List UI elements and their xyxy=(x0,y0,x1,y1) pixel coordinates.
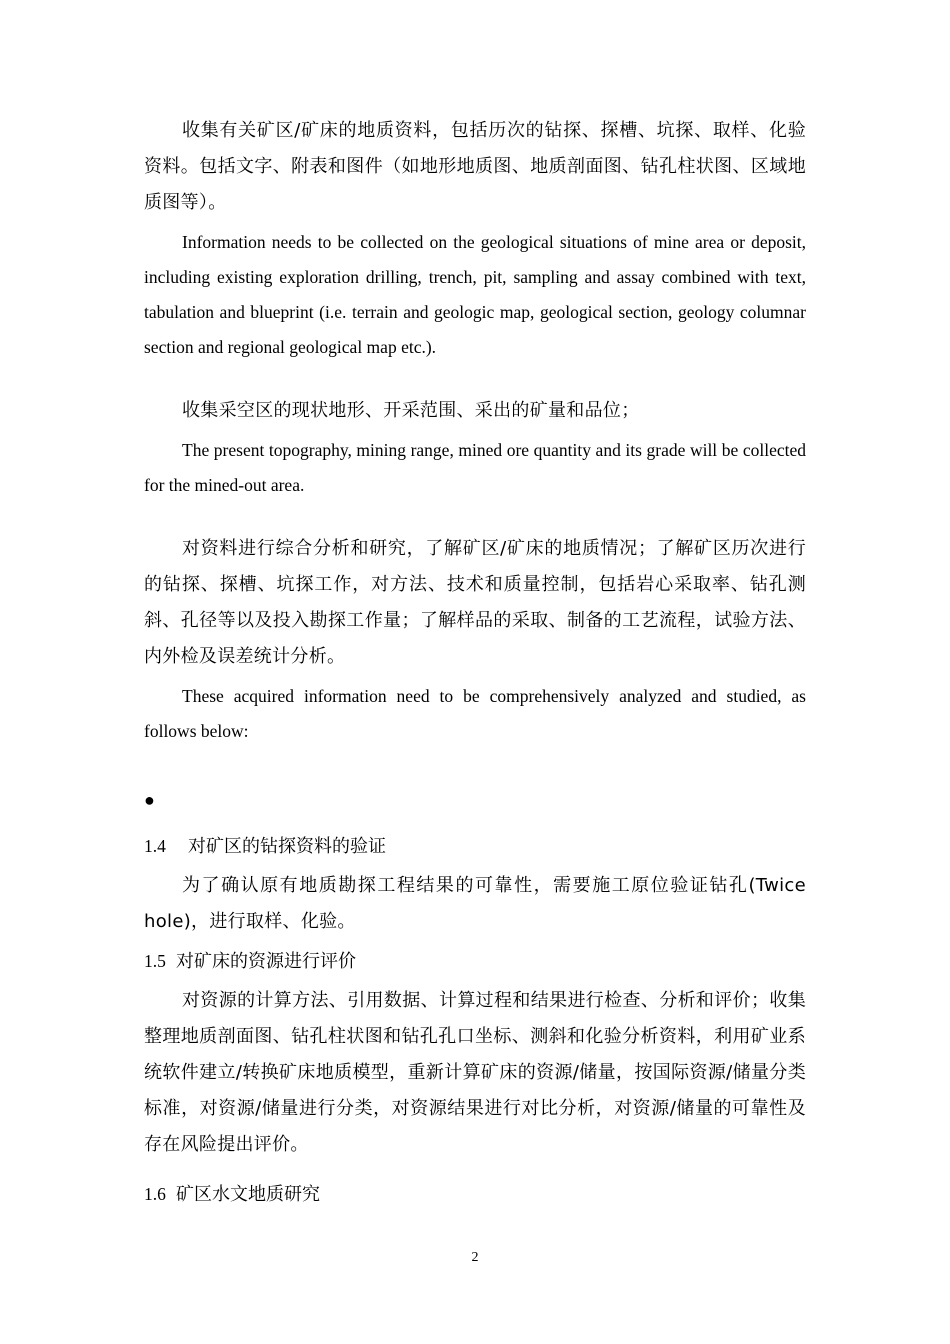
section-number: 1.4 xyxy=(144,836,166,856)
section-title: 对矿床的资源进行评价 xyxy=(176,951,356,972)
paragraph-mined-out-en: The present topography, mining range, mined ore quantity and its grade will be collected for the mined-out area. xyxy=(144,440,806,495)
section-title: 对矿区的钻探资料的验证 xyxy=(188,836,386,857)
paragraph-collect-geology-en: Information needs to be collected on the geological situations of mine area or deposit, including existing exploration drilling, trench, pit, sampling and assay combined with text, tabulation and blueprint (i.e. terrain and geologic map, geological section, geology columnar section and regional geological map etc.). xyxy=(144,232,806,357)
page-number: 2 xyxy=(471,1250,479,1265)
bullet-point: ● xyxy=(144,790,155,810)
section-number: 1.6 xyxy=(144,1184,166,1204)
paragraph-analysis-en: These acquired information need to be comprehensively analyzed and studied, as follows below: xyxy=(144,686,806,741)
section-heading-1-6 xyxy=(144,1177,806,1212)
paragraph-collect-geology-zh: 收集有关矿区/矿床的地质资料，包括历次的钻探、探槽、坑探、取样、化验资料。包括文字、附表和图件（如地形地质图、地质剖面图、钻孔柱状图、区域地质图等）。 xyxy=(144,120,806,213)
section-title: 矿区水文地质研究 xyxy=(176,1184,320,1205)
section-heading-1-4 xyxy=(144,829,806,864)
section-body-1-5: 对资源的计算方法、引用数据、计算过程和结果进行检查、分析和评价；收集整理地质剖面图、钻孔柱状图和钻孔孔口坐标、测斜和化验分析资料，利用矿业系统软件建立/转换矿床地质模型，重新计算矿床的资源/储量，按国际资源/储量分类标准，对资源/储量进行分类，对资源结果进行对比分析，对资源/储量的可靠性及存在风险提出评价。 xyxy=(144,990,806,1155)
paragraph-mined-out-zh: 收集采空区的现状地形、开采范围、采出的矿量和品位； xyxy=(182,400,640,421)
paragraph-analysis-zh: 对资料进行综合分析和研究，了解矿区/矿床的地质情况；了解矿区历次进行的钻探、探槽、坑探工作，对方法、技术和质量控制，包括岩心采取率、钻孔测斜、孔径等以及投入勘探工作量；了解样品的采取、制备的工艺流程，试验方法、内外检及误差统计分析。 xyxy=(144,538,806,667)
section-heading-1-5 xyxy=(144,944,806,979)
section-number: 1.5 xyxy=(144,951,166,971)
section-body-1-4: 为了确认原有地质勘探工程结果的可靠性，需要施工原位验证钻孔(Twice hole)，进行取样、化验。 xyxy=(144,875,806,932)
page-content xyxy=(144,113,806,1212)
